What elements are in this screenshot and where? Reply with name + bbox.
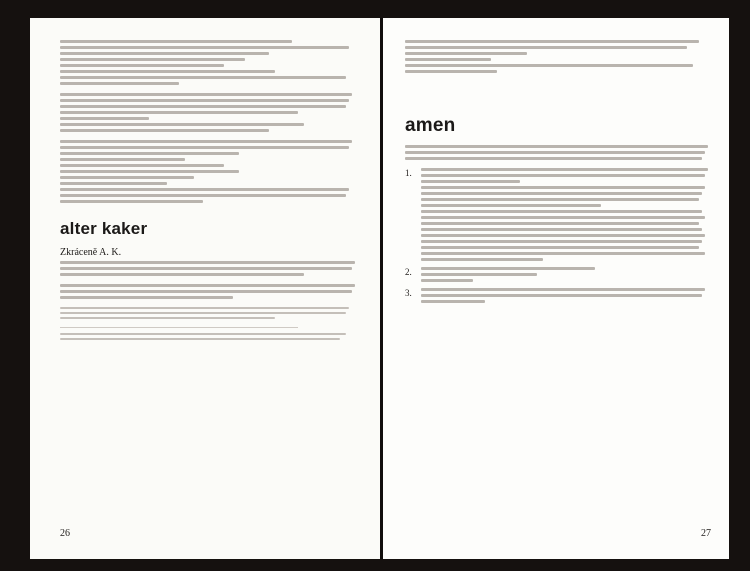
- paragraph-placeholder: [60, 307, 358, 319]
- entry-title-alter-kaker: alter kaker: [60, 219, 148, 238]
- page-number-right: 27: [701, 528, 711, 539]
- page-number-left: 26: [60, 528, 70, 539]
- list-item: [405, 168, 711, 261]
- paragraph-placeholder: [60, 284, 358, 299]
- left-page: [30, 18, 380, 559]
- paragraph-placeholder: [405, 145, 711, 160]
- list-item: [405, 288, 711, 303]
- right-page: [383, 18, 729, 559]
- paragraph-placeholder: [421, 267, 711, 282]
- list-number: 1.: [405, 168, 412, 178]
- paragraph-placeholder: [421, 288, 711, 303]
- paragraph-placeholder: [421, 168, 711, 261]
- paragraph-placeholder: [405, 40, 711, 73]
- paragraph-placeholder: [60, 261, 358, 276]
- list-number: 3.: [405, 288, 412, 298]
- paragraph-placeholder: [60, 93, 358, 132]
- list-item: [405, 267, 711, 282]
- footnote-placeholder: [60, 333, 358, 340]
- list-number: 2.: [405, 267, 412, 277]
- entry-abbreviation: Zkráceně A. K.: [60, 247, 122, 258]
- paragraph-placeholder: [60, 140, 358, 203]
- footnote-rule: [60, 327, 298, 328]
- paragraph-placeholder: [60, 40, 358, 85]
- entry-title-amen: amen: [405, 115, 456, 136]
